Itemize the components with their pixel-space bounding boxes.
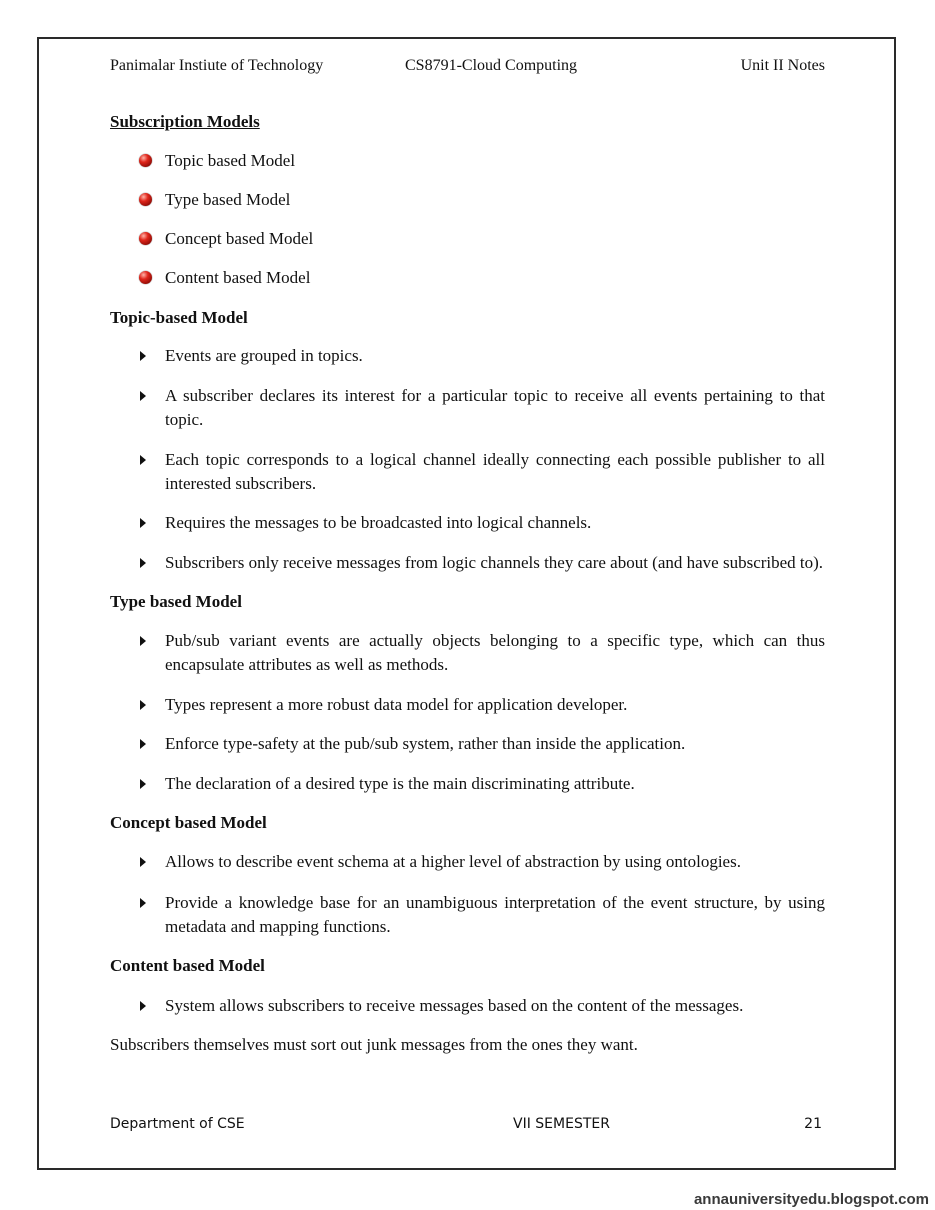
list-item: The declaration of a desired type is the main discriminating attribute. bbox=[110, 772, 825, 796]
triangle-right-icon bbox=[140, 558, 146, 568]
list-item: Events are grouped in topics. bbox=[110, 344, 825, 368]
list-item: Content based Model bbox=[110, 266, 825, 290]
content-based-list bbox=[110, 994, 825, 1018]
triangle-right-icon bbox=[140, 739, 146, 749]
watermark: annauniversityedu.blogspot.com bbox=[693, 1191, 929, 1208]
list-item: Types represent a more robust data model for application developer. bbox=[110, 693, 825, 717]
header-institute: Panimalar Instiute of Technology bbox=[110, 57, 324, 74]
triangle-right-icon bbox=[140, 518, 146, 528]
triangle-right-icon bbox=[140, 700, 146, 710]
triangle-right-icon bbox=[140, 779, 146, 789]
type-based-list bbox=[110, 629, 825, 796]
subscription-models-list bbox=[110, 149, 825, 290]
triangle-right-icon bbox=[140, 636, 146, 646]
triangle-right-icon bbox=[140, 455, 146, 465]
list-item: Pub/sub variant events are actually objects belonging to a specific type, which can thus encapsulate attributes as well as methods. bbox=[110, 629, 825, 677]
footer-semester: VII SEMESTER bbox=[513, 1116, 610, 1132]
triangle-right-icon bbox=[140, 857, 146, 867]
type-based-heading: Type based Model bbox=[110, 592, 242, 611]
list-item: A subscriber declares its interest for a particular topic to receive all events pertaining to that topic. bbox=[110, 384, 825, 432]
list-item: System allows subscribers to receive messages based on the content of the messages. bbox=[110, 994, 825, 1018]
list-item: Concept based Model bbox=[110, 227, 825, 251]
page-content bbox=[110, 110, 825, 1057]
red-ball-icon bbox=[139, 154, 152, 167]
list-item: Provide a knowledge base for an unambiguous interpretation of the event structure, by using metadata and mapping functions. bbox=[110, 891, 825, 939]
list-item: Type based Model bbox=[110, 188, 825, 212]
concept-based-list bbox=[110, 850, 825, 939]
list-item: Subscribers only receive messages from logic channels they care about (and have subscribed to). bbox=[110, 551, 825, 575]
footer-page-number: 21 bbox=[804, 1116, 822, 1132]
triangle-right-icon bbox=[140, 898, 146, 908]
header-course: CS8791-Cloud Computing bbox=[405, 57, 578, 74]
red-ball-icon bbox=[139, 193, 152, 206]
content-based-heading: Content based Model bbox=[110, 956, 265, 975]
list-item: Allows to describe event schema at a higher level of abstraction by using ontologies. bbox=[110, 850, 825, 874]
header-unit: Unit II Notes bbox=[740, 57, 825, 74]
triangle-right-icon bbox=[140, 1001, 146, 1011]
red-ball-icon bbox=[139, 271, 152, 284]
concept-based-heading: Concept based Model bbox=[110, 813, 267, 832]
closing-paragraph: Subscribers themselves must sort out junk messages from the ones they want. bbox=[110, 1035, 638, 1054]
red-ball-icon bbox=[139, 232, 152, 245]
page-header bbox=[110, 57, 825, 77]
topic-based-list bbox=[110, 344, 825, 575]
list-item: Each topic corresponds to a logical channel ideally connecting each possible publisher to all interested subscribers. bbox=[110, 448, 825, 496]
list-item: Topic based Model bbox=[110, 149, 825, 173]
triangle-right-icon bbox=[140, 391, 146, 401]
footer-department: Department of CSE bbox=[110, 1116, 245, 1132]
triangle-right-icon bbox=[140, 351, 146, 361]
list-item: Enforce type-safety at the pub/sub system, rather than inside the application. bbox=[110, 732, 825, 756]
subscription-models-heading: Subscription Models bbox=[110, 112, 260, 131]
page-footer bbox=[110, 1116, 822, 1136]
list-item: Requires the messages to be broadcasted into logical channels. bbox=[110, 511, 825, 535]
topic-based-heading: Topic-based Model bbox=[110, 308, 248, 327]
